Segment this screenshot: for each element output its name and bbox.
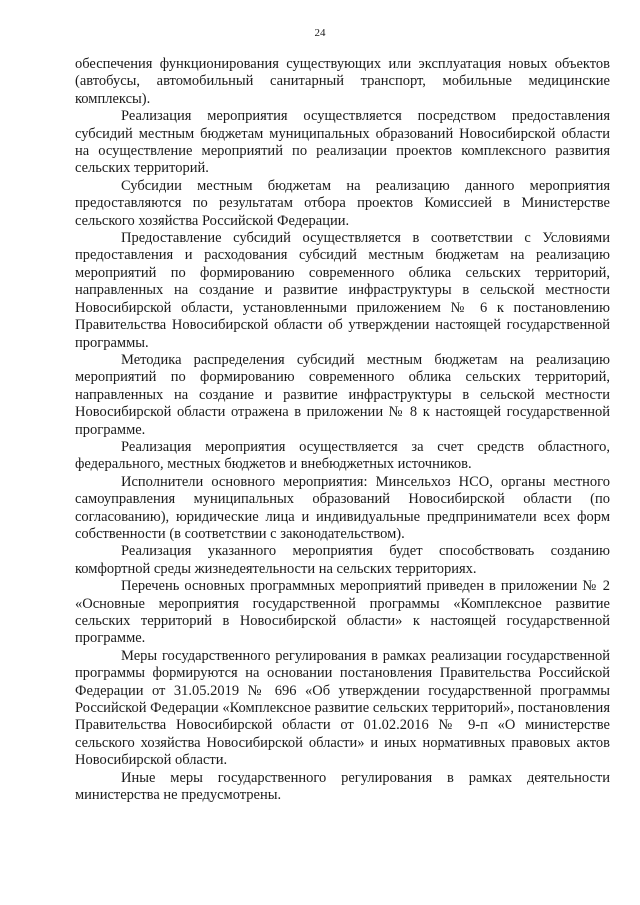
paragraph: Субсидии местным бюджетам на реализацию данного мероприятия предоставляются по результатам отбора проектов Комиссией в Министерстве сельского хозяйства Российской Федерации. xyxy=(75,177,610,229)
paragraph: Методика распределения субсидий местным бюджетам на реализацию мероприятий по формированию современного облика сельских территорий, направленных на создание и развитие инфраструктуры в сельской местности Новосибирской области отражена в приложении № 8 к настоящей государственной программе. xyxy=(75,351,610,438)
paragraph: Иные меры государственного регулирования в рамках деятельности министерства не предусмотрены. xyxy=(75,769,610,804)
paragraph: Перечень основных программных мероприятий приведен в приложении № 2 «Основные мероприятия государственной программы «Комплексное развитие сельских территорий в Новосибирской области» к настоящей государственной программе. xyxy=(75,578,610,647)
paragraph: Предоставление субсидий осуществляется в соответствии с Условиями предоставления и расходования субсидий местным бюджетам на реализацию мероприятий по формированию современного облика сельских территорий, направленных на создание и развитие инфраструктуры в сельской местности Новосибирской области, установленными приложением № 6 к постановлению Правительства Новосибирской области об утверждении настоящей государственной программы. xyxy=(75,230,610,351)
paragraph: Реализация мероприятия осуществляется посредством предоставления субсидий местным бюджетам муниципальных образований Новосибирской области на осуществление мероприятий по реализации проектов комплексного развития сельских территорий. xyxy=(75,108,610,177)
page-number: 24 xyxy=(314,27,326,39)
paragraph: Реализация мероприятия осуществляется за счет средств областного, федерального, местных бюджетов и внебюджетных источников. xyxy=(75,438,610,473)
document-body xyxy=(75,56,610,804)
paragraph: Исполнители основного мероприятия: Минсельхоз НСО, органы местного самоуправления муниципальных образований Новосибирской области (по согласованию), юридические лица и индивидуальные предприниматели всех форм собственности (в соответствии с законодательством). xyxy=(75,473,610,542)
paragraph-continuation: обеспечения функционирования существующих или эксплуатация новых объектов (автобусы, автомобильный санитарный транспорт, мобильные медицинские комплексы). xyxy=(75,56,610,107)
paragraph: Меры государственного регулирования в рамках реализации государственной программы формируются на основании постановления Правительства Российской Федерации от 31.05.2019 № 696 «Об утверждении государственной программы Российской Федерации «Комплексное развитие сельских территорий», постановления Правительства Новосибирской области от 01.02.2016 № 9-п «О министерстве сельского хозяйства Новосибирской области» и иных нормативных правовых актов Новосибирской области. xyxy=(75,647,610,769)
paragraph: Реализация указанного мероприятия будет способствовать созданию комфортной среды жизнедеятельности на сельских территориях. xyxy=(75,543,610,577)
